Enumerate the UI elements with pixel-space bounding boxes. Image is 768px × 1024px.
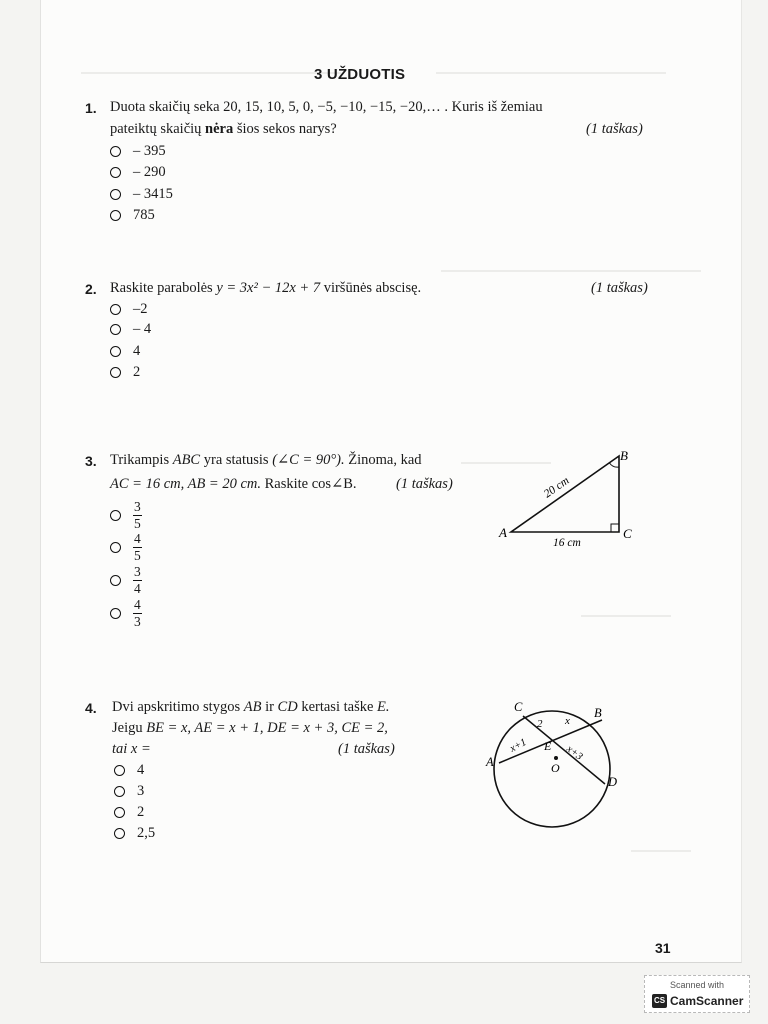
question-1-option-4[interactable]: [110, 207, 155, 224]
question-4-point-e: E.: [377, 699, 390, 715]
option-label: – 3415: [133, 186, 173, 202]
question-4-text-part: kertasi taške: [297, 699, 378, 715]
option-label: 2,5: [137, 825, 156, 841]
bleed-through-mark: [631, 850, 691, 852]
question-3-text-line1: [110, 452, 422, 469]
question-2-formula: y = 3x² − 12x + 7: [216, 280, 321, 296]
question-4-chord-ab: AB: [243, 699, 262, 715]
question-2-points: (1 taškas): [591, 280, 648, 296]
question-1-text-part: šios sekos narys?: [233, 121, 337, 137]
radio-circle-icon[interactable]: [110, 542, 121, 553]
point-c-label: C: [514, 700, 523, 714]
fraction-denominator: 4: [134, 580, 141, 596]
fraction-numerator: 4: [134, 531, 141, 546]
question-3-text-line2: [110, 476, 357, 493]
question-1-text-part: pateiktų skaičių: [110, 121, 206, 137]
right-triangle-figure: [495, 444, 645, 554]
radio-circle-icon[interactable]: [110, 167, 121, 178]
angle-b-arc: [610, 463, 620, 467]
question-3-number: 3.: [85, 453, 97, 469]
question-4-text-part: ir: [261, 699, 278, 715]
radio-circle-icon[interactable]: [110, 346, 121, 357]
camscanner-logo-icon: CS: [652, 994, 667, 1008]
question-4-text-line1: [112, 699, 390, 716]
segment-ae-label: x+1: [508, 736, 529, 755]
bleed-through-mark: [441, 270, 701, 272]
bleed-through-mark: [436, 72, 666, 74]
option-label: – 395: [133, 143, 166, 159]
question-4-chord-cd: CD: [277, 699, 298, 715]
question-2-text-part: viršūnės abscisę.: [320, 280, 422, 296]
radio-circle-icon[interactable]: [110, 304, 121, 315]
fraction-denominator: 5: [134, 515, 141, 531]
vertex-a-label: A: [499, 525, 507, 540]
circle-chords-figure: [480, 694, 630, 844]
question-3-given-lengths: AC = 16 cm, AB = 20 cm.: [110, 476, 261, 492]
camscanner-watermark: [644, 975, 750, 1013]
question-4-text-line3: [112, 741, 151, 758]
question-1-number: 1.: [85, 100, 97, 116]
question-4-number: 4.: [85, 700, 97, 716]
option-label: 4: [137, 762, 145, 778]
question-4-text-part: Jeigu: [112, 720, 147, 736]
question-2-option-3[interactable]: [110, 343, 140, 360]
question-4-text-part: Dvi apskritimo stygos: [112, 699, 244, 715]
bleed-through-mark: [81, 72, 341, 74]
radio-circle-icon[interactable]: [110, 189, 121, 200]
option-label: 2: [137, 804, 145, 820]
radio-circle-icon[interactable]: [110, 608, 121, 619]
question-4-option-1[interactable]: [114, 762, 144, 779]
watermark-caption: Scanned with: [669, 980, 725, 990]
radio-circle-icon[interactable]: [110, 210, 121, 221]
question-1-emphasis: nėra: [205, 121, 234, 137]
question-3-option-3[interactable]: [110, 565, 142, 595]
option-label: – 4: [133, 321, 152, 337]
watermark-brand: CamScanner: [670, 994, 744, 1008]
question-4-option-2[interactable]: [114, 783, 144, 800]
question-3-points: (1 taškas): [396, 476, 453, 492]
question-3-option-1[interactable]: [110, 500, 142, 530]
radio-circle-icon[interactable]: [110, 510, 121, 521]
fraction-numerator: 4: [134, 597, 141, 612]
option-fraction: [133, 598, 142, 628]
question-2-option-2[interactable]: [110, 321, 151, 338]
triangle-outline: [511, 456, 619, 532]
question-3-text-part: Trikampis: [110, 452, 173, 468]
point-o-label: O: [551, 761, 560, 775]
option-fraction: [133, 500, 142, 530]
right-angle-mark: [611, 524, 619, 532]
question-3-option-2[interactable]: [110, 532, 142, 562]
question-4-conditions: BE = x, AE = x + 1, DE = x + 3, CE = 2,: [146, 720, 388, 736]
point-d-label: D: [608, 775, 618, 789]
option-label: – 290: [133, 164, 166, 180]
option-label: 785: [133, 207, 155, 223]
question-3-text-part: yra statusis: [200, 452, 273, 468]
option-label: 3: [137, 783, 145, 799]
radio-circle-icon[interactable]: [110, 367, 121, 378]
fraction-denominator: 5: [134, 547, 141, 563]
radio-circle-icon[interactable]: [114, 786, 125, 797]
question-4-option-3[interactable]: [114, 804, 144, 821]
segment-de-label: x+3: [564, 743, 585, 763]
center-point: [554, 756, 558, 760]
segment-be-label: x: [565, 715, 570, 727]
question-2-option-1[interactable]: [110, 301, 148, 318]
question-1-text-line1: Duota skaičių seka 20, 15, 10, 5, 0, −5, −10, −15, −20,… . Kuris iš žemiau: [110, 99, 543, 115]
page-title: 3 UŽDUOTIS: [314, 66, 406, 83]
question-1-option-1[interactable]: [110, 143, 166, 160]
point-e-label: E: [544, 739, 552, 753]
option-label: 2: [133, 364, 141, 380]
radio-circle-icon[interactable]: [110, 324, 121, 335]
question-1-text-line2: [110, 121, 337, 138]
question-3-text-part: Raskite cos∠B.: [261, 476, 357, 492]
question-1-option-2[interactable]: [110, 164, 166, 181]
radio-circle-icon[interactable]: [114, 807, 125, 818]
fraction-numerator: 3: [134, 564, 141, 579]
question-3-text-part: Žinoma, kad: [344, 452, 422, 468]
radio-circle-icon[interactable]: [110, 575, 121, 586]
question-4-text-line2: [112, 720, 388, 737]
question-4-option-4[interactable]: [114, 825, 155, 842]
question-4-prompt: tai x =: [112, 741, 151, 757]
question-3-triangle-name: ABC: [172, 452, 201, 468]
radio-circle-icon[interactable]: [114, 828, 125, 839]
question-2-number: 2.: [85, 281, 97, 297]
base-label: 16 cm: [553, 537, 581, 549]
point-a-label: A: [486, 755, 494, 769]
page-number: 31: [655, 940, 671, 956]
bleed-through-mark: [581, 615, 671, 617]
segment-ce-label: 2: [537, 718, 543, 730]
radio-circle-icon[interactable]: [114, 765, 125, 776]
vertex-b-label: B: [620, 448, 628, 463]
question-4-points: (1 taškas): [338, 741, 395, 757]
question-2-text-part: Raskite parabolės: [110, 280, 217, 296]
point-b-label: B: [594, 706, 602, 720]
option-label: 4: [133, 343, 141, 359]
question-1-points: (1 taškas): [586, 121, 643, 137]
question-1-option-3[interactable]: [110, 186, 173, 203]
question-2-option-4[interactable]: [110, 364, 140, 381]
radio-circle-icon[interactable]: [110, 146, 121, 157]
vertex-c-label: C: [623, 526, 632, 541]
option-label: –2: [133, 301, 148, 317]
chord-cd: [523, 716, 605, 784]
fraction-numerator: 3: [134, 499, 141, 514]
hypotenuse-label: 20 cm: [541, 474, 572, 501]
question-2-text: [110, 280, 421, 297]
question-3-angle-condition: (∠C = 90°).: [272, 452, 345, 468]
option-fraction: [133, 532, 142, 562]
option-fraction: [133, 565, 142, 595]
fraction-denominator: 3: [134, 613, 141, 629]
question-3-option-4[interactable]: [110, 598, 142, 628]
